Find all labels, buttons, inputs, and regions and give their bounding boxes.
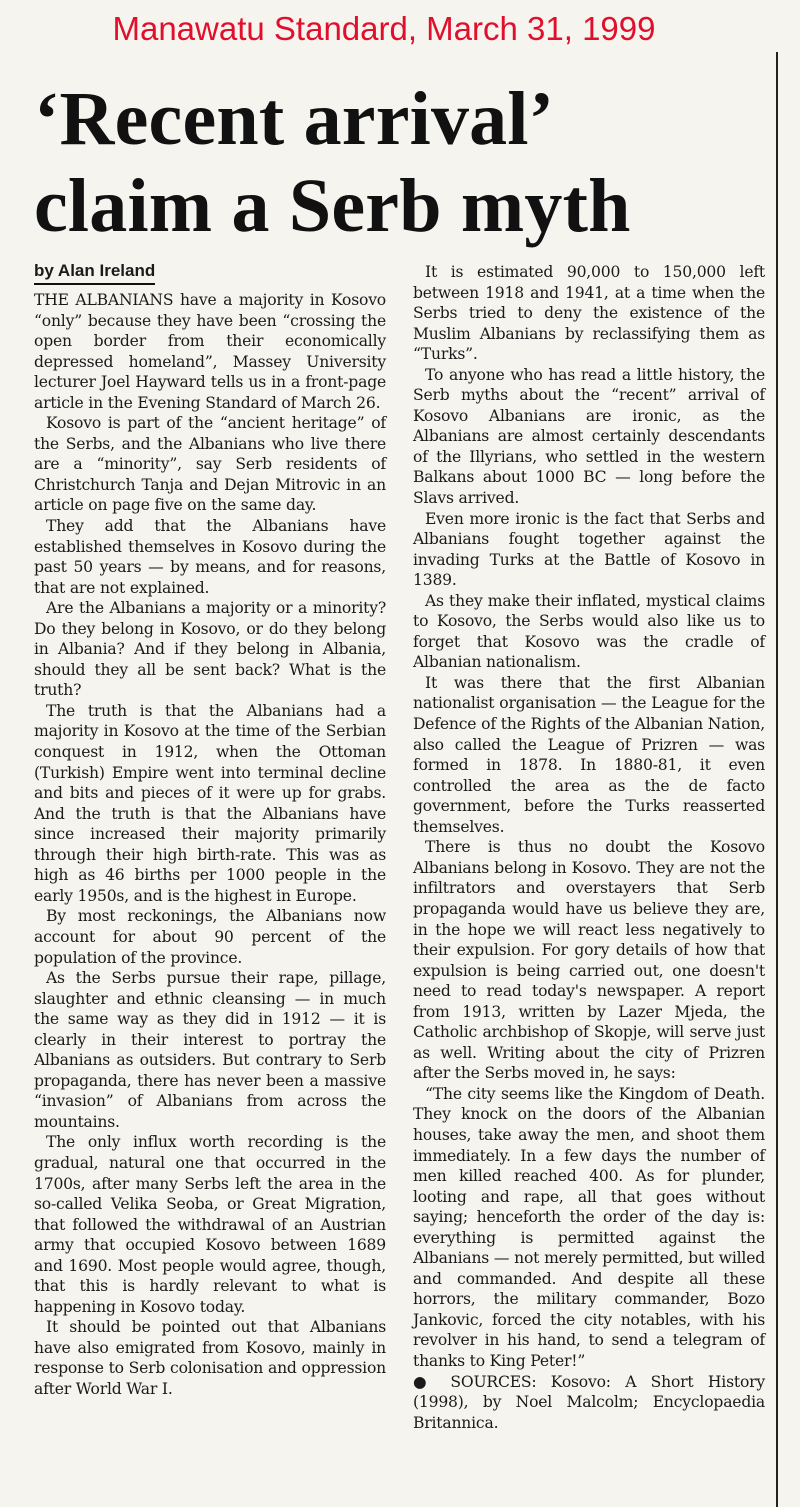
- paragraph: The only influx worth recording is the gradual, natural one that occurred in the 1700s, after many Serbs left the area in the so-called Velika Seoba, or Great Migration, that followed the withdrawal of an Austrian army that occupied Kosovo between 1689 and 1690. Most people would agree, though, that this is hardly relevant to what is happening in Kosovo today.: [34, 1133, 386, 1316]
- paragraph: To anyone who has read a little history, the Serb myths about the “recent” arrival of Kosovo Albanians are ironic, as the Albanians are almost certainly descendants of the Illyrians, who settled in the western Balkans about 1000 BC — long before the Slavs arrived.: [413, 365, 765, 508]
- paragraph: Even more ironic is the fact that Serbs and Albanians fought together against the invading Turks at the Battle of Kosovo in 1389.: [413, 509, 765, 590]
- byline: by Alan Ireland: [34, 261, 155, 285]
- paragraph: As they make their inflated, mystical claims to Kosovo, the Serbs would also like us to forget that Kosovo was the cradle of Albanian nationalism.: [413, 591, 765, 672]
- headline: [34, 76, 774, 250]
- paragraph: As the Serbs pursue their rape, pillage, slaughter and ethnic cleansing — in much the same way as they did in 1912 — it is clearly in their interest to portray the Albanians as outsiders. But contrary to Serb propaganda, there has never been a massive “invasion” of Albanians from across the mountains.: [34, 969, 386, 1131]
- paragraph: It is estimated 90,000 to 150,000 left between 1918 and 1941, at a time when the Serbs tried to deny the existence of the Muslim Albanians by reclassifying them as “Turks”.: [413, 263, 765, 364]
- source-caption: Manawatu Standard, March 31, 1999: [112, 10, 656, 47]
- paragraph: It should be pointed out that Albanians have also emigrated from Kosovo, mainly in response to Serb colonisation and oppression after World War I.: [34, 1318, 386, 1398]
- paragraph: By most reckonings, the Albanians now account for about 90 percent of the population of the province.: [34, 907, 386, 967]
- quote-paragraph: “The city seems like the Kingdom of Death. They knock on the doors of the Albanian houses, take away the men, and shoot them immediately. In a few days the number of men killed reached 400. As for plunder, looting and rape, all that goes without saying; henceforth the order of the day is: everything is permitted against the Albanians — not merely permitted, but willed and commanded. And despite all these horrors, the military commander, Bozo Jankovic, forced the city notables, with his revolver in his hand, to send a telegram of thanks to King Peter!”: [413, 1084, 765, 1370]
- paragraph: Are the Albanians a majority or a minority? Do they belong in Kosovo, or do they belong in Albania? And if they belong in Albania, should they all be sent back? What is the truth?: [34, 599, 386, 700]
- paragraph: They add that the Albanians have established themselves in Kosovo during the past 50 years — by means, and for reasons, that are not explained.: [34, 517, 386, 597]
- article-column-right: [413, 262, 765, 1433]
- article-column-left: [34, 290, 386, 1400]
- paragraph: Kosovo is part of the “ancient heritage” of the Serbs, and the Albanians who live there are a “minority”, say Serb residents of Christchurch Tanja and Dejan Mitrovic in an article on page five on the same day.: [34, 414, 386, 515]
- paragraph: There is thus no doubt the Kosovo Albanians belong in Kosovo. They are not the infiltrators and overstayers that Serb propaganda would have us believe they are, in the hope we will react less negatively to their expulsion. For gory details of how that expulsion is being carried out, one doesn't need to read today's newspaper. A report from 1913, written by Lazer Mjeda, the Catholic archbishop of Skopje, will serve just as well. Writing about the city of Prizren after the Serbs moved in, he says:: [413, 838, 765, 1083]
- sources-note: ● SOURCES: Kosovo: A Short History (1998), by Noel Malcolm; Encyclopaedia Britannica.: [413, 1372, 765, 1432]
- paragraph: It was there that the first Albanian nationalist organisation — the League for the Defence of the Rights of the Albanian Nation, also called the League of Prizren — was formed in 1878. In 1880-81, it even controlled the area as the de facto government, before the Turks reasserted themselves.: [413, 673, 765, 836]
- paragraph: The truth is that the Albanians had a majority in Kosovo at the time of the Serbian conquest in 1912, when the Ottoman (Turkish) Empire went into terminal decline and bits and pieces of it were up for grabs. And the truth is that the Albanians have since increased their majority primarily through their high birth-rate. This was as high as 46 births per 1000 people in the early 1950s, and is the highest in Europe.: [34, 701, 386, 905]
- paragraph: THE ALBANIANS have a majority in Kosovo “only” because they have been “crossing the open border from their economically depressed homeland”, Massey University lecturer Joel Hayward tells us in a front-page article in the Evening Standard of March 26.: [34, 291, 386, 412]
- headline-line-2: claim a Serb myth: [34, 164, 631, 248]
- headline-line-1: ‘Recent arrival’: [34, 77, 555, 161]
- column-rule: [776, 52, 778, 1507]
